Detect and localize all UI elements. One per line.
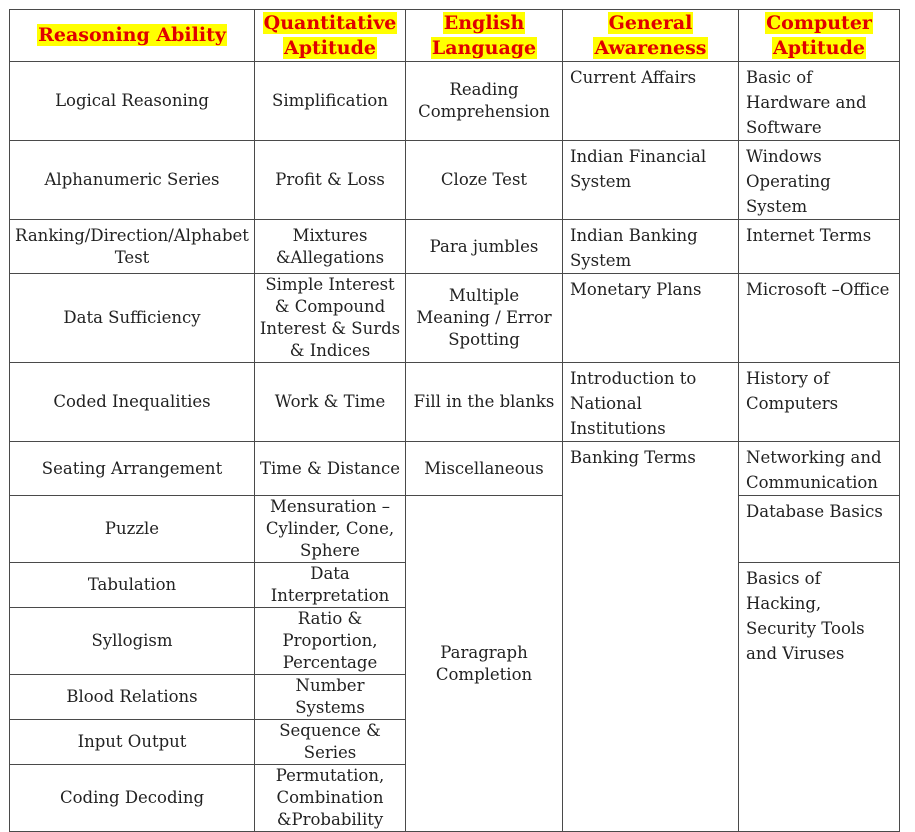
- ga-topic: [563, 442, 739, 832]
- table-row: [10, 141, 900, 220]
- table-row: [10, 442, 900, 496]
- reasoning-topic: Alphanumeric Series: [10, 141, 255, 220]
- quant-topic: Simplification: [255, 62, 406, 141]
- quant-topic: Simple Interest & Compound Interest & Surds & Indices: [255, 274, 406, 363]
- reasoning-topic: Coded Inequalities: [10, 363, 255, 442]
- ga-topic: Indian Banking System: [563, 220, 739, 274]
- reasoning-topic: Input Output: [10, 720, 255, 765]
- syllabus-table: [9, 9, 900, 832]
- english-topic: Para jumbles: [406, 220, 563, 274]
- header-row: [10, 10, 900, 62]
- reasoning-topic: Blood Relations: [10, 675, 255, 720]
- english-topic: Multiple Meaning / Error Spotting: [406, 274, 563, 363]
- reasoning-topic: Coding Decoding: [10, 765, 255, 832]
- header-computer: Computer Aptitude: [739, 10, 900, 62]
- quant-topic: Mensuration – Cylinder, Cone, Sphere: [255, 496, 406, 563]
- quant-topic: Data Interpretation: [255, 563, 406, 608]
- quant-topic: Sequence & Series: [255, 720, 406, 765]
- computer-topic: History of Computers: [739, 363, 900, 442]
- ga-topic: Current Affairs: [563, 62, 739, 141]
- header-reasoning: Reasoning Ability: [10, 10, 255, 62]
- reasoning-topic: Syllogism: [10, 608, 255, 675]
- ga-topic: Indian Financial System: [563, 141, 739, 220]
- english-topic: Fill in the blanks: [406, 363, 563, 442]
- english-topic: Paragraph Completion: [406, 496, 563, 832]
- ga-topic-text: Banking Terms: [570, 448, 696, 467]
- computer-topic: Database Basics: [739, 496, 900, 563]
- ga-topic: Introduction to National Institutions: [563, 363, 739, 442]
- reasoning-topic: Data Sufficiency: [10, 274, 255, 363]
- quant-topic: Work & Time: [255, 363, 406, 442]
- header-quant: Quantitative Aptitude: [255, 10, 406, 62]
- reasoning-topic: Logical Reasoning: [10, 62, 255, 141]
- computer-topic: Basics of Hacking, Security Tools and Viruses: [739, 563, 900, 832]
- computer-topic: Basic of Hardware and Software: [739, 62, 900, 141]
- quant-topic: Mixtures &Allegations: [255, 220, 406, 274]
- english-topic: Reading Comprehension: [406, 62, 563, 141]
- computer-topic: Networking and Communication: [739, 442, 900, 496]
- quant-topic: Ratio & Proportion, Percentage: [255, 608, 406, 675]
- quant-topic: Permutation, Combination &Probability: [255, 765, 406, 832]
- ga-topic: Monetary Plans: [563, 274, 739, 363]
- header-general-awareness: General Awareness: [563, 10, 739, 62]
- table-row: [10, 62, 900, 141]
- reasoning-topic: Seating Arrangement: [10, 442, 255, 496]
- table-row: [10, 274, 900, 363]
- english-topic: Miscellaneous: [406, 442, 563, 496]
- table-row: [10, 496, 900, 563]
- table-row: [10, 363, 900, 442]
- computer-topic: Internet Terms: [739, 220, 900, 274]
- reasoning-topic: Tabulation: [10, 563, 255, 608]
- quant-topic: Time & Distance: [255, 442, 406, 496]
- reasoning-topic: Puzzle: [10, 496, 255, 563]
- header-english: English Language: [406, 10, 563, 62]
- computer-topic: Microsoft –Office: [739, 274, 900, 363]
- quant-topic: Number Systems: [255, 675, 406, 720]
- reasoning-topic: Ranking/Direction/Alphabet Test: [10, 220, 255, 274]
- computer-topic: Windows Operating System: [739, 141, 900, 220]
- english-topic: Cloze Test: [406, 141, 563, 220]
- quant-topic: Profit & Loss: [255, 141, 406, 220]
- table-row: [10, 220, 900, 274]
